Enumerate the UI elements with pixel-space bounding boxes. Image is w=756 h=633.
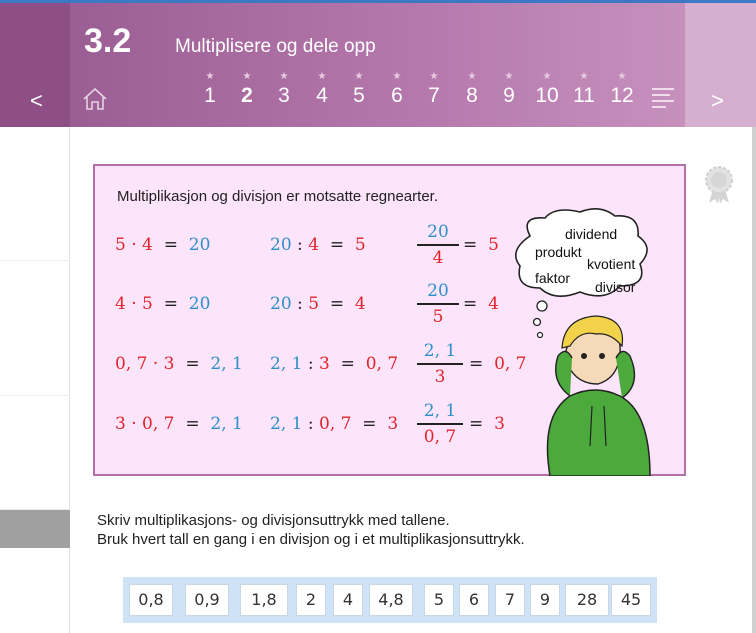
div-expression <box>270 354 398 374</box>
mult-operator: · <box>152 354 159 374</box>
mult-expression <box>115 294 210 314</box>
quotient: 5 <box>354 235 366 255</box>
star-icon: ★ <box>317 71 327 82</box>
mult-expression <box>115 235 210 255</box>
equals-sign: = <box>463 294 478 314</box>
fraction-result <box>463 294 499 314</box>
page-link-3[interactable] <box>266 70 302 108</box>
divisor: 5 <box>308 294 320 314</box>
fraction-bar <box>417 423 463 425</box>
div-operator: : <box>307 414 314 434</box>
page-number: 4 <box>316 84 328 107</box>
page-link-8[interactable] <box>454 70 490 108</box>
factor-b: 3 <box>163 354 175 374</box>
quotient: 4 <box>354 294 366 314</box>
number-tile[interactable]: 7 <box>495 584 525 616</box>
star-icon: ★ <box>467 71 477 82</box>
factor-b: 0, 7 <box>142 414 175 434</box>
fraction-numerator: 20 <box>427 281 449 301</box>
number-tile[interactable]: 6 <box>459 584 489 616</box>
page-number: 12 <box>610 84 634 107</box>
factor-b: 4 <box>142 235 153 255</box>
divisor: 0, 7 <box>319 414 352 434</box>
div-expression <box>270 414 398 434</box>
page-link-9[interactable] <box>491 70 527 108</box>
page-number: 7 <box>428 84 440 107</box>
star-icon: ★ <box>542 71 552 82</box>
product: 20 <box>188 294 211 314</box>
star-icon: ★ <box>617 71 627 82</box>
number-tile[interactable]: 2 <box>296 584 326 616</box>
factor-a: 5 <box>115 235 126 255</box>
cloud-word-kvotient: kvotient <box>587 256 636 272</box>
page-link-6[interactable] <box>379 70 415 108</box>
div-expression <box>270 235 366 255</box>
page-link-5[interactable] <box>341 70 377 108</box>
equals-sign: = <box>185 354 200 374</box>
equals-sign: = <box>163 294 178 314</box>
div-expression <box>270 294 366 314</box>
number-tile[interactable]: 1,8 <box>240 584 288 616</box>
page-number: 11 <box>573 84 595 107</box>
left-sidebar <box>0 127 70 633</box>
fraction <box>415 280 461 328</box>
equals-sign: = <box>329 294 345 314</box>
page-number: 8 <box>466 84 478 107</box>
number-tile[interactable]: 4,8 <box>369 584 413 616</box>
star-icon: ★ <box>205 71 215 82</box>
fraction-bar <box>417 363 463 365</box>
prev-button[interactable]: < <box>30 88 43 113</box>
menu-list-icon[interactable] <box>652 88 674 108</box>
page-link-12[interactable] <box>604 70 640 108</box>
task-instructions <box>97 511 525 549</box>
cloud-word-produkt: produkt <box>535 244 582 260</box>
fraction-denominator: 3 <box>434 366 446 387</box>
fraction-numerator: 2, 1 <box>423 341 457 361</box>
chapter-title: Multiplisere og dele opp <box>175 36 376 57</box>
div-operator: : <box>297 294 303 314</box>
number-tiles-row <box>123 577 657 623</box>
next-button[interactable]: > <box>711 88 724 113</box>
page-number: 1 <box>204 84 216 107</box>
info-intro-text: Multiplikasjon og divisjon er motsatte regnearter. <box>117 188 438 205</box>
ribbon-badge-icon <box>703 165 735 205</box>
number-tile[interactable]: 9 <box>530 584 560 616</box>
factor-a: 4 <box>115 294 126 314</box>
star-icon: ★ <box>429 71 439 82</box>
star-icon: ★ <box>504 71 514 82</box>
thinking-boy-illustration <box>510 206 660 476</box>
mult-operator: · <box>131 235 137 255</box>
dividend: 20 <box>270 294 292 314</box>
equals-sign: = <box>185 414 200 434</box>
fraction <box>415 400 465 448</box>
page-link-11[interactable] <box>566 70 602 108</box>
product: 20 <box>188 235 211 255</box>
cloud-word-divisor: divisor <box>595 279 636 295</box>
dividend: 2, 1 <box>270 414 303 434</box>
quotient: 5 <box>488 235 499 255</box>
fraction-result <box>469 414 505 434</box>
div-operator: : <box>297 235 303 255</box>
top-accent-line <box>0 0 756 3</box>
dividend: 2, 1 <box>270 354 303 374</box>
chapter-number: 3.2 <box>84 22 132 60</box>
number-tile[interactable]: 45 <box>611 584 651 616</box>
cloud-word-dividend: dividend <box>565 226 618 242</box>
mult-operator: · <box>131 294 137 314</box>
equals-sign: = <box>340 354 355 374</box>
fraction-bar <box>417 244 459 246</box>
quotient: 0, 7 <box>494 354 527 374</box>
fraction-numerator: 2, 1 <box>423 401 457 421</box>
star-icon: ★ <box>242 71 252 82</box>
page-number: 3 <box>278 84 290 107</box>
task-line-2: Bruk hvert tall en gang i en divisjon og i et multiplikasjonsuttrykk. <box>97 531 525 548</box>
fraction-denominator: 5 <box>432 306 444 327</box>
div-operator: : <box>307 354 314 374</box>
fraction-bar <box>417 303 459 305</box>
product: 2, 1 <box>210 354 243 374</box>
page-link-2[interactable] <box>229 70 265 108</box>
cloud-word-faktor: faktor <box>535 270 571 286</box>
factor-a: 3 <box>115 414 126 434</box>
page-number: 9 <box>503 84 515 107</box>
page-link-4[interactable] <box>304 70 340 108</box>
star-icon: ★ <box>354 71 364 82</box>
equals-sign: = <box>463 235 478 255</box>
page-number: 2 <box>241 84 253 107</box>
dividend: 20 <box>270 235 292 255</box>
number-tile[interactable]: 4 <box>333 584 363 616</box>
mult-expression <box>115 414 243 434</box>
page-link-7[interactable] <box>416 70 452 108</box>
quotient: 4 <box>488 294 499 314</box>
right-scroll-edge <box>752 127 756 633</box>
fraction-numerator: 20 <box>427 222 449 242</box>
divisor: 3 <box>319 354 330 374</box>
page-number: 6 <box>391 84 403 107</box>
product: 2, 1 <box>210 414 243 434</box>
fraction-denominator: 4 <box>432 247 444 268</box>
fraction <box>415 340 465 388</box>
fraction <box>415 221 461 269</box>
star-icon: ★ <box>579 71 589 82</box>
star-icon: ★ <box>392 71 402 82</box>
task-line-1: Skriv multiplikasjons- og divisjonsuttrykk med tallene. <box>97 512 450 529</box>
fraction-denominator: 0, 7 <box>423 426 457 447</box>
fraction-result <box>463 235 499 255</box>
page-number: 5 <box>353 84 365 107</box>
number-tile[interactable]: 0,9 <box>185 584 229 616</box>
equals-sign: = <box>163 235 178 255</box>
equals-sign: = <box>329 235 345 255</box>
home-icon[interactable] <box>82 87 108 111</box>
page-link-1[interactable] <box>192 70 228 108</box>
header-bar <box>0 0 756 127</box>
factor-b: 5 <box>142 294 153 314</box>
info-box <box>93 164 686 476</box>
divisor: 4 <box>308 235 320 255</box>
number-tile[interactable]: 5 <box>424 584 454 616</box>
sidebar-divider <box>0 395 70 396</box>
quotient: 0, 7 <box>365 354 399 374</box>
equals-sign: = <box>362 414 377 434</box>
number-tile[interactable]: 0,8 <box>129 584 173 616</box>
page-number: 10 <box>535 84 559 107</box>
factor-a: 0, 7 <box>115 354 148 374</box>
page-link-10[interactable] <box>529 70 565 108</box>
sidebar-divider <box>0 260 70 261</box>
quotient: 3 <box>387 414 399 434</box>
equals-sign: = <box>469 414 484 434</box>
equals-sign: = <box>469 354 484 374</box>
number-tile[interactable]: 28 <box>565 584 609 616</box>
star-icon: ★ <box>279 71 289 82</box>
sidebar-active-marker[interactable] <box>0 510 70 548</box>
mult-operator: · <box>131 414 137 434</box>
quotient: 3 <box>494 414 505 434</box>
mult-expression <box>115 354 243 374</box>
